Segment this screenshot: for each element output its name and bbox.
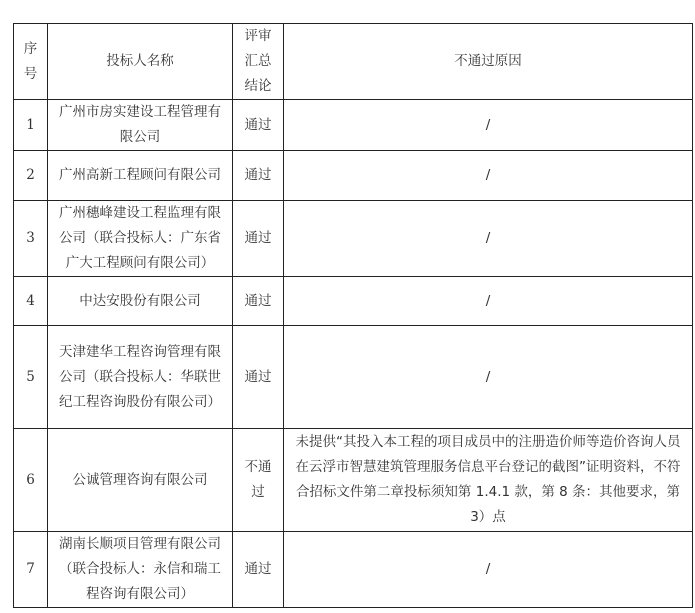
row-seq: 2 [14,151,48,201]
row-bidder: 天津建华工程咨询管理有限公司（联合投标人：华联世纪工程咨询股份有限公司） [48,326,233,429]
row-conclusion: 通过 [233,100,284,151]
row-conclusion: 通过 [233,277,284,326]
evaluation-results-table [13,23,693,608]
header-reason: 不通过原因 [284,24,693,100]
table-row [14,201,693,277]
row-conclusion: 通过 [233,326,284,429]
row-seq: 1 [14,100,48,151]
row-reason: / [284,326,693,429]
table-row [14,151,693,201]
row-conclusion: 通过 [233,201,284,277]
header-bidder: 投标人名称 [48,24,233,100]
row-seq: 3 [14,201,48,277]
table-row [14,277,693,326]
table-row [14,429,693,532]
table-row [14,532,693,608]
row-bidder: 中达安股份有限公司 [48,277,233,326]
row-reason: 未提供“其投入本工程的项目成员中的注册造价师等造价咨询人员在云浮市智慧建筑管理服务信息平台登记的截图”证明资料，不符合招标文件第二章投标须知第 1.4.1 款，第 8 条：其他要求，第 3）点 [284,429,693,532]
row-bidder: 湖南长顺项目管理有限公司（联合投标人：永信和瑞工程咨询有限公司） [48,532,233,608]
table-header-row [14,24,693,100]
row-conclusion: 通过 [233,532,284,608]
row-conclusion: 不通过 [233,429,284,532]
row-seq: 5 [14,326,48,429]
row-reason: / [284,151,693,201]
row-bidder: 广州市房实建设工程管理有限公司 [48,100,233,151]
row-reason: / [284,277,693,326]
row-seq: 4 [14,277,48,326]
table-row [14,100,693,151]
row-reason: / [284,201,693,277]
row-bidder: 广州穗峰建设工程监理有限公司（联合投标人：广东省广大工程顾问有限公司） [48,201,233,277]
row-bidder: 公诚管理咨询有限公司 [48,429,233,532]
header-seq: 序号 [14,24,48,100]
table-row [14,326,693,429]
row-conclusion: 通过 [233,151,284,201]
row-seq: 6 [14,429,48,532]
row-seq: 7 [14,532,48,608]
row-reason: / [284,532,693,608]
row-reason: / [284,100,693,151]
header-conclusion: 评审汇总结论 [233,24,284,100]
row-bidder: 广州高新工程顾问有限公司 [48,151,233,201]
